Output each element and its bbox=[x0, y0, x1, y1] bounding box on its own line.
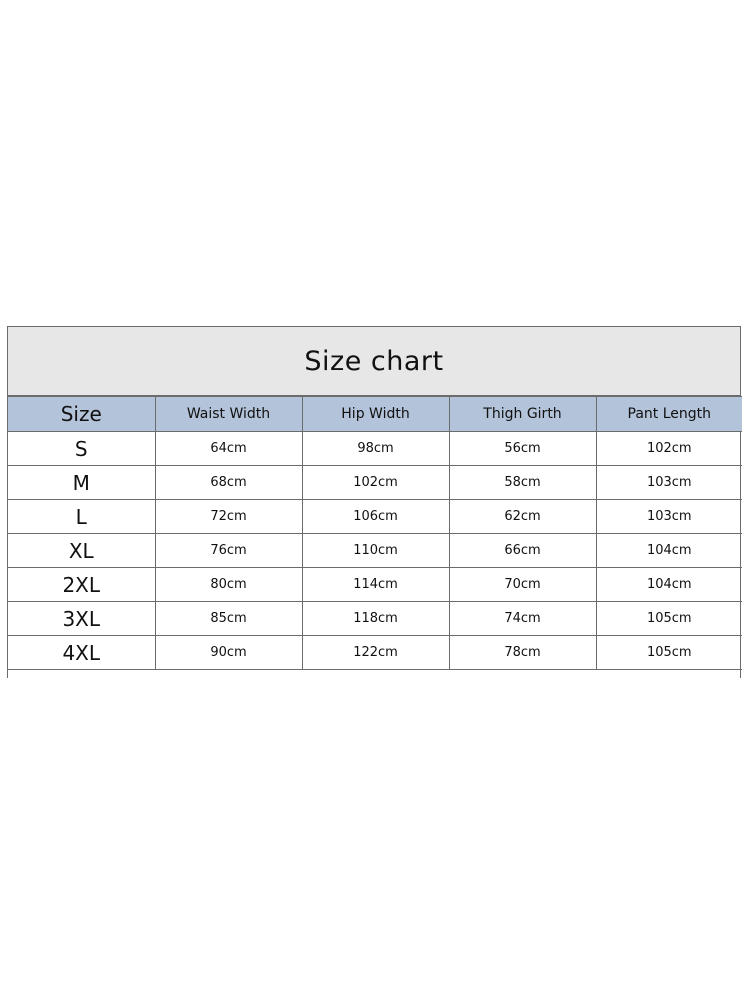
pant-length-cell: 103cm bbox=[596, 466, 742, 500]
column-header-hip-width: Hip Width bbox=[302, 397, 449, 432]
hip-width-cell: 98cm bbox=[302, 432, 449, 466]
pant-length-cell: 104cm bbox=[596, 534, 742, 568]
hip-width-cell: 122cm bbox=[302, 636, 449, 670]
pant-length-cell: 105cm bbox=[596, 602, 742, 636]
pant-length-cell: 104cm bbox=[596, 568, 742, 602]
size-cell: XL bbox=[8, 534, 155, 568]
size-cell: S bbox=[8, 432, 155, 466]
size-cell: 2XL bbox=[8, 568, 155, 602]
chart-title: Size chart bbox=[8, 327, 740, 396]
pant-length-cell: 105cm bbox=[596, 636, 742, 670]
thigh-girth-cell: 62cm bbox=[449, 500, 596, 534]
column-header-pant-length: Pant Length bbox=[596, 397, 742, 432]
column-header-thigh-girth: Thigh Girth bbox=[449, 397, 596, 432]
table-row bbox=[8, 500, 742, 534]
waist-width-cell: 90cm bbox=[155, 636, 302, 670]
waist-width-cell: 85cm bbox=[155, 602, 302, 636]
size-table bbox=[8, 396, 742, 670]
size-cell: L bbox=[8, 500, 155, 534]
thigh-girth-cell: 66cm bbox=[449, 534, 596, 568]
pant-length-cell: 103cm bbox=[596, 500, 742, 534]
thigh-girth-cell: 70cm bbox=[449, 568, 596, 602]
table-row bbox=[8, 534, 742, 568]
thigh-girth-cell: 78cm bbox=[449, 636, 596, 670]
pant-length-cell: 102cm bbox=[596, 432, 742, 466]
size-cell: 4XL bbox=[8, 636, 155, 670]
hip-width-cell: 102cm bbox=[302, 466, 449, 500]
waist-width-cell: 80cm bbox=[155, 568, 302, 602]
column-header-waist-width: Waist Width bbox=[155, 397, 302, 432]
size-cell: M bbox=[8, 466, 155, 500]
table-row bbox=[8, 432, 742, 466]
column-header-size: Size bbox=[8, 397, 155, 432]
thigh-girth-cell: 56cm bbox=[449, 432, 596, 466]
waist-width-cell: 76cm bbox=[155, 534, 302, 568]
hip-width-cell: 114cm bbox=[302, 568, 449, 602]
table-row bbox=[8, 636, 742, 670]
header-row bbox=[8, 397, 742, 432]
table-bottom-edge bbox=[8, 670, 740, 678]
size-cell: 3XL bbox=[8, 602, 155, 636]
hip-width-cell: 110cm bbox=[302, 534, 449, 568]
size-chart bbox=[7, 326, 741, 678]
waist-width-cell: 68cm bbox=[155, 466, 302, 500]
waist-width-cell: 72cm bbox=[155, 500, 302, 534]
thigh-girth-cell: 58cm bbox=[449, 466, 596, 500]
table-row bbox=[8, 602, 742, 636]
hip-width-cell: 106cm bbox=[302, 500, 449, 534]
waist-width-cell: 64cm bbox=[155, 432, 302, 466]
hip-width-cell: 118cm bbox=[302, 602, 449, 636]
thigh-girth-cell: 74cm bbox=[449, 602, 596, 636]
table-row bbox=[8, 466, 742, 500]
table-row bbox=[8, 568, 742, 602]
